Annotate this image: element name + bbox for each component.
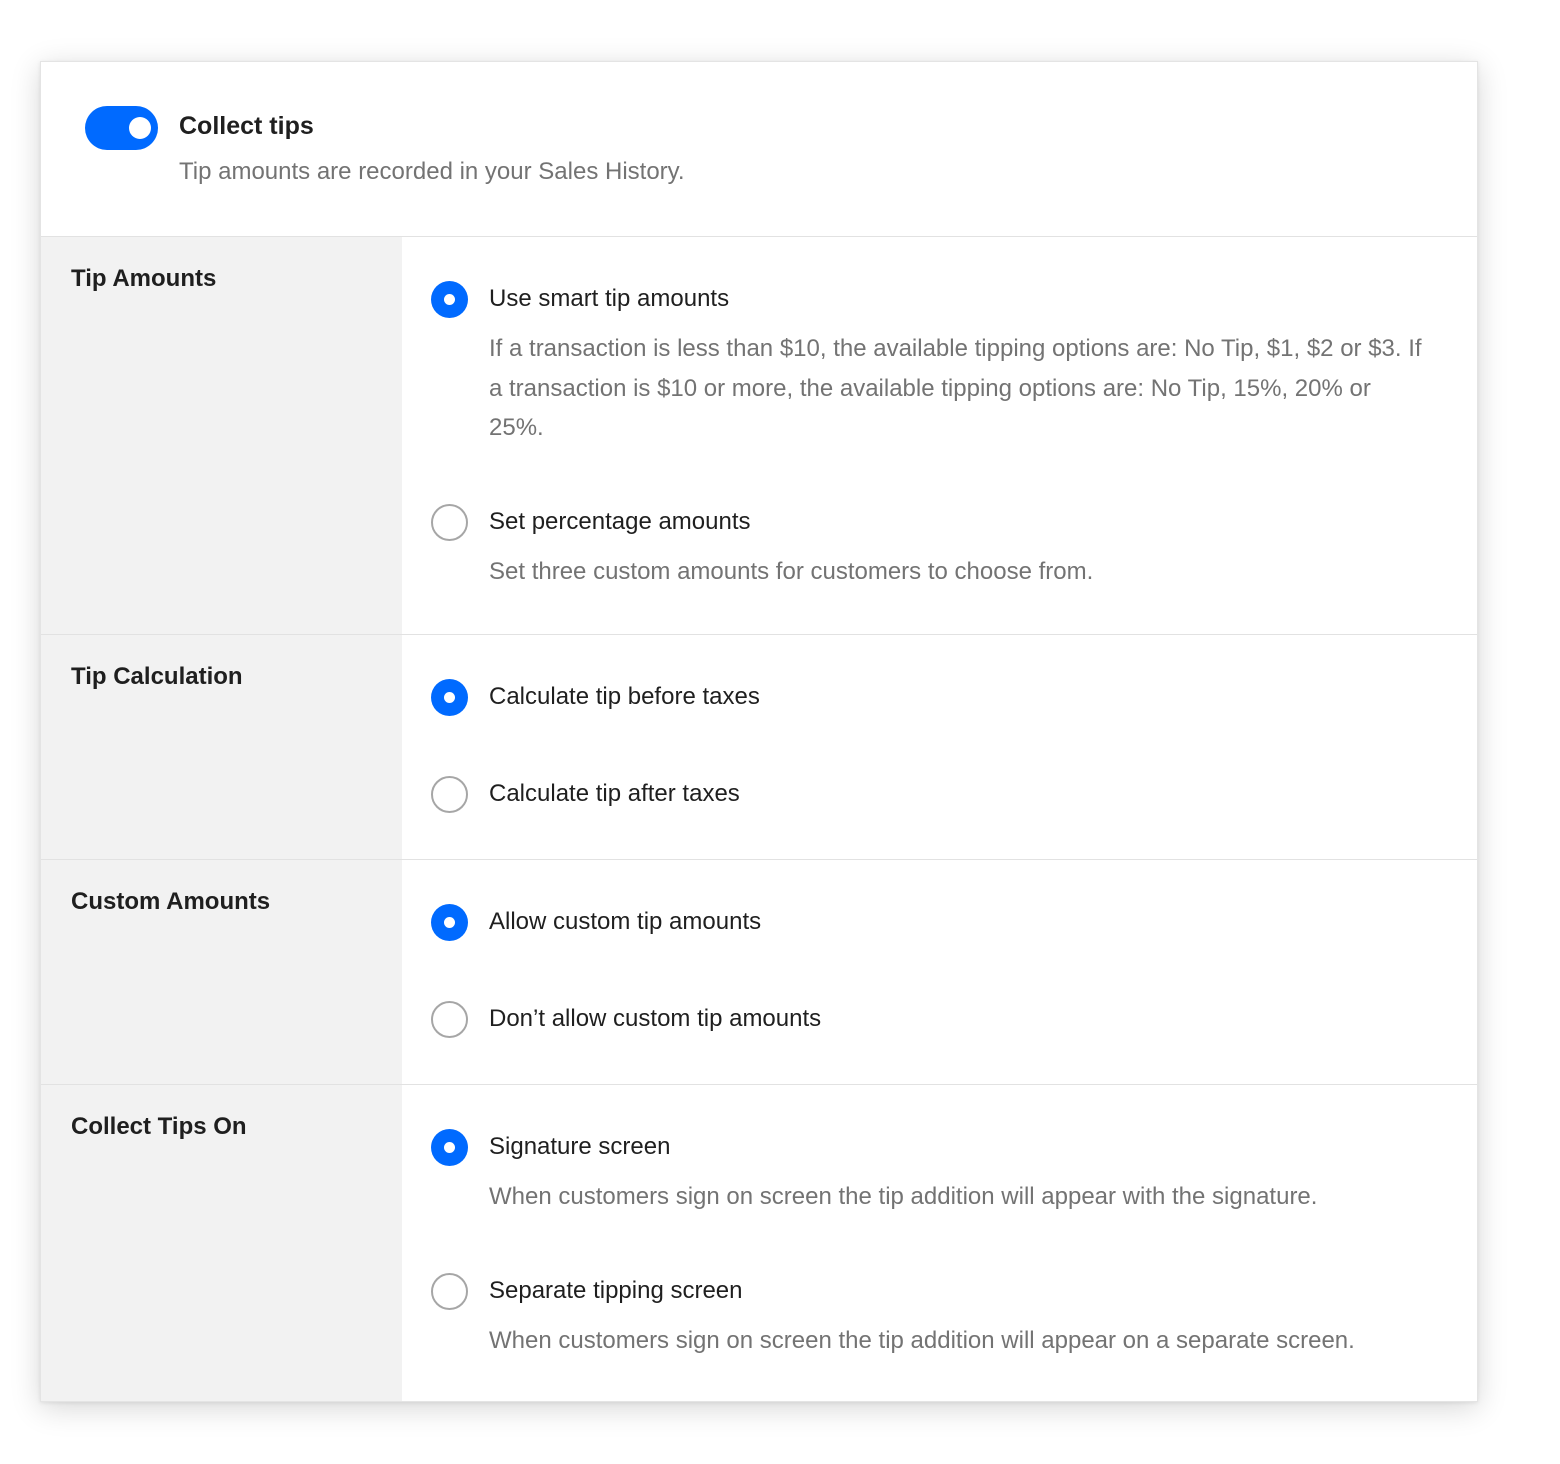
option-description: Set three custom amounts for customers to choose from. bbox=[489, 558, 1094, 585]
option-label: Calculate tip after taxes bbox=[489, 780, 740, 807]
section-title-tip-calculation: Tip Calculation bbox=[71, 663, 243, 690]
section-label-column bbox=[41, 860, 402, 1084]
option-description: When customers sign on screen the tip addition will appear on a separate screen. bbox=[489, 1327, 1355, 1354]
radio-button-unselected[interactable] bbox=[431, 1273, 468, 1310]
toggle-knob bbox=[129, 117, 151, 139]
tip-amounts-options bbox=[402, 237, 1477, 634]
collect-tips-header bbox=[41, 62, 1477, 237]
radio-button-selected[interactable] bbox=[431, 281, 468, 318]
radio-button-selected[interactable] bbox=[431, 1129, 468, 1166]
option-description: If a transaction is less than $10, the available tipping options are: No Tip, $1, $2 or $3. If a transaction is $10 or more, the available tipping options are: No Tip, 15%, 20% or 25%. bbox=[489, 335, 1422, 441]
tip-settings-card bbox=[40, 61, 1478, 1402]
option-label: Allow custom tip amounts bbox=[489, 908, 762, 935]
radio-button-selected[interactable] bbox=[431, 679, 468, 716]
tip-calculation-options bbox=[402, 635, 1477, 859]
option-label: Set percentage amounts bbox=[489, 508, 751, 535]
section-tip-amounts bbox=[41, 237, 1477, 635]
section-tip-calculation bbox=[41, 635, 1477, 860]
option-label: Separate tipping screen bbox=[489, 1277, 743, 1304]
radio-button-unselected[interactable] bbox=[431, 776, 468, 813]
section-title-custom-amounts: Custom Amounts bbox=[71, 888, 271, 915]
section-label-column bbox=[41, 1085, 402, 1402]
option-label: Don’t allow custom tip amounts bbox=[489, 1005, 822, 1032]
option-description: When customers sign on screen the tip addition will appear with the signature. bbox=[489, 1183, 1318, 1210]
radio-button-unselected[interactable] bbox=[431, 1001, 468, 1038]
collect-tips-toggle[interactable] bbox=[85, 106, 158, 150]
section-custom-amounts bbox=[41, 860, 1477, 1085]
collect-tips-on-options bbox=[402, 1085, 1477, 1402]
section-collect-tips-on bbox=[41, 1085, 1477, 1402]
section-label-column bbox=[41, 635, 402, 859]
collect-tips-title: Collect tips bbox=[179, 112, 314, 140]
radio-button-selected[interactable] bbox=[431, 904, 468, 941]
collect-tips-description: Tip amounts are recorded in your Sales History. bbox=[179, 158, 685, 185]
option-label: Use smart tip amounts bbox=[489, 285, 730, 312]
section-label-column bbox=[41, 237, 402, 634]
section-title-collect-tips-on: Collect Tips On bbox=[71, 1113, 247, 1140]
radio-button-unselected[interactable] bbox=[431, 504, 468, 541]
custom-amounts-options bbox=[402, 860, 1477, 1084]
option-label: Calculate tip before taxes bbox=[489, 683, 760, 710]
section-title-tip-amounts: Tip Amounts bbox=[71, 265, 217, 292]
option-label: Signature screen bbox=[489, 1133, 671, 1160]
